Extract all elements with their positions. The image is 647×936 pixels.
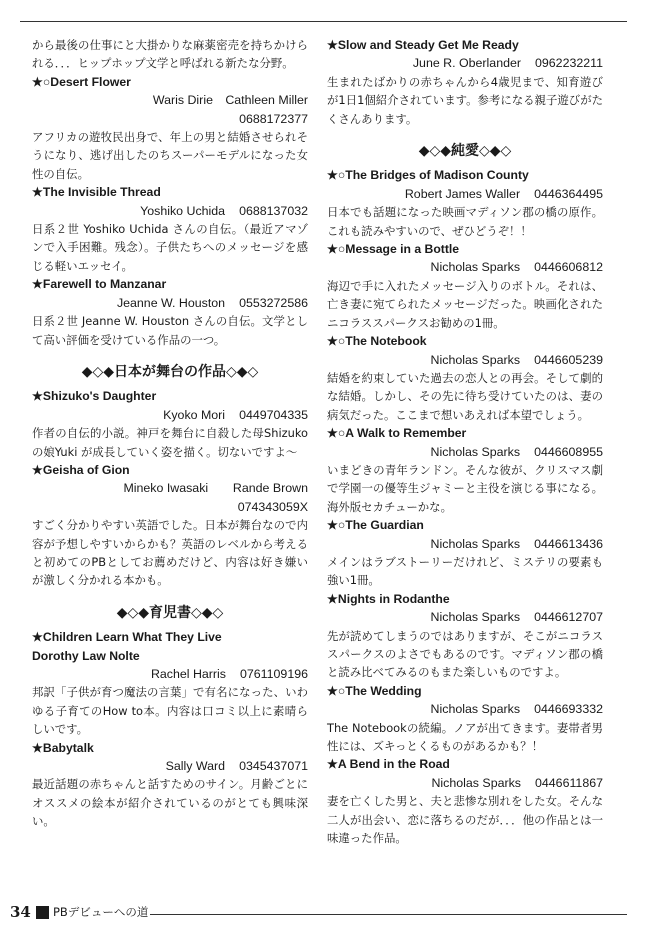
book-author: Nicholas Sparks <box>430 610 521 625</box>
book-entry <box>327 240 603 332</box>
right-column <box>327 36 603 847</box>
book-author: Yoshiko Uchida <box>140 203 226 218</box>
book-title: ★Farewell to Manzanar <box>32 277 167 292</box>
book-entry <box>327 516 603 590</box>
book-isbn: 074343059X <box>237 499 308 514</box>
book-description: 日系２世 Yoshiko Uchida さんの自伝。（最近アマゾンで入手困難。残念）。子供たちへのメッセージを感じる軽いエッセイ。 <box>32 222 308 273</box>
book-isbn: 0446613436 <box>534 536 603 551</box>
book-isbn: 0446605239 <box>534 352 603 367</box>
book-title: ★Children Learn What They Live <box>32 630 222 645</box>
book-meta <box>32 479 308 497</box>
book-entry <box>327 682 603 756</box>
book-isbn: 0553272586 <box>239 295 308 310</box>
book-meta <box>32 757 308 775</box>
book-author: Nicholas Sparks <box>431 775 521 790</box>
book-isbn: 0962232211 <box>535 56 603 71</box>
book-title: ★○A Walk to Remember <box>327 426 467 441</box>
book-entry <box>327 332 603 424</box>
book-title: ★○The Notebook <box>327 334 427 349</box>
book-author: Mineko Iwasaki Rande Brown <box>123 481 308 496</box>
book-entry <box>32 739 308 831</box>
book-title: ★○The Bridges of Madison County <box>327 168 529 183</box>
book-entry <box>32 628 308 738</box>
book-description: すごく分かりやすい英語でした。日本が舞台なので内容が予想しやすいからかも？英語のレベルから考えると初めてのPBとしてお薦めだけど、内容は好き嫌いが激しく分かれる本かも。 <box>32 518 308 588</box>
book-title: ★Shizuko's Daughter <box>32 389 157 404</box>
book-meta <box>32 498 308 516</box>
book-meta <box>32 202 308 220</box>
book-author: Nicholas Sparks <box>430 702 521 717</box>
continued-text: から最後の仕事にと大掛かりな麻薬密売を持ちかけられる．．．ヒップホップ文学と呼ばれる新たな分野。 <box>32 38 308 71</box>
book-meta <box>327 535 603 553</box>
book-isbn: 0345437071 <box>239 759 308 774</box>
page-footer <box>0 901 647 925</box>
book-entry <box>32 387 308 461</box>
book-description: 生まれたばかりの赤ちゃんから4歳児まで、知育遊びが1日1個紹介されています。参考になる親子遊びがたくさんあります。 <box>327 74 603 126</box>
book-meta <box>327 700 603 718</box>
book-description: 結婚を約束していた過去の恋人との再会。そして劇的な結婚。しかし、その先に待ち受けていたのは、妻の病気だった。ここまで想いあえれば本望でしょう。 <box>327 370 603 422</box>
book-entry <box>32 275 308 349</box>
book-entry <box>327 755 603 847</box>
footer-square-icon <box>36 906 49 919</box>
book-author: Robert James Waller <box>404 186 521 201</box>
page-number: 34 <box>10 903 31 921</box>
book-meta <box>327 608 603 626</box>
book-author: Jeanne W. Houston <box>116 295 226 310</box>
book-title: ★Slow and Steady Get Me Ready <box>327 38 519 52</box>
book-isbn: 0688172377 <box>239 111 308 126</box>
book-entry <box>327 590 603 682</box>
book-description: 最近話題の赤ちゃんと話すためのサイン。月齢ごとにオススメの絵本が紹介されているのがとても興味深い。 <box>32 777 308 829</box>
book-meta <box>327 774 603 792</box>
book-author: Kyoko Mori <box>163 407 226 422</box>
book-entry <box>327 36 603 128</box>
book-description: メインはラブストーリーだけれど、ミステリの要素も強い1冊。 <box>327 554 603 588</box>
book-description: The Notebookの続編。ノアが出てきます。妻帯者男性には、ズキっとくるものがあるかも？！ <box>327 720 603 754</box>
book-title: ★Babytalk <box>32 740 94 755</box>
book-isbn: 0688137032 <box>239 203 308 218</box>
book-meta <box>32 406 308 424</box>
book-isbn: 0446611867 <box>535 775 603 790</box>
book-description: 妻を亡くした男と、夫と悲惨な別れをした女。そんな二人が出会い、恋に落ちるのだが．．．他の作品とは一味違った作品。 <box>327 794 603 846</box>
book-description: アフリカの遊牧民出身で、年上の男と結婚させられそうになり、逃げ出したのちスーパーモデルになった女性の自伝。 <box>32 130 308 181</box>
footer-label: PBデビューへの道 <box>53 905 149 919</box>
book-description: 海辺で手に入れたメッセージ入りのボトル。それは、亡き妻に宛てられたメッセージだった。映画化されたニコラススパークスお勧めの1冊。 <box>327 278 603 330</box>
book-author: June R. Oberlander <box>412 56 521 71</box>
book-title: ★A Bend in the Road <box>327 757 450 772</box>
book-title: ★Geisha of Gion <box>32 462 130 477</box>
book-entry <box>32 73 308 183</box>
book-description: 先が読めてしまうのではありますが、そこがニコラススパークスのよさでもあるのです。マディソン郡の橋と読み比べてみるのもまた楽しいものですよ。 <box>327 628 603 680</box>
book-description: いまどきの青年ランドン。そんな彼が、クリスマス劇で学園一の優等生ジャミーと主役を演じる事になる。海外版セカチューかな。 <box>327 462 603 514</box>
book-description: 作者の自伝的小説。神戸を舞台に自殺した母Shizukoの娘Yuki が成長していく姿を描く。切ないですよ〜 <box>32 426 308 459</box>
book-meta <box>327 258 603 276</box>
book-entry <box>32 183 308 275</box>
book-author: Nicholas Sparks <box>430 536 521 551</box>
section-heading: ◆◇◆育児書◇◆◇ <box>116 604 224 621</box>
book-author: Nicholas Sparks <box>430 260 521 275</box>
book-title: ★○The Guardian <box>327 518 424 533</box>
book-isbn: 0761109196 <box>240 667 308 681</box>
book-meta <box>32 91 308 109</box>
book-entry <box>327 166 603 240</box>
book-isbn: 0446606812 <box>534 260 603 275</box>
section-heading: ◆◇◆純愛◇◆◇ <box>418 143 512 160</box>
book-author: Sally Ward <box>165 759 226 774</box>
book-title: ★○The Wedding <box>327 683 422 698</box>
book-meta <box>327 443 603 461</box>
book-author-line: Dorothy Law Nolte <box>32 648 140 663</box>
book-title: ★○Message in a Bottle <box>327 242 460 257</box>
book-title: ★Nights in Rodanthe <box>327 591 450 606</box>
book-meta <box>327 185 603 203</box>
book-entry <box>327 424 603 516</box>
book-author: Nicholas Sparks <box>430 352 521 367</box>
book-isbn: 0446608955 <box>534 444 603 459</box>
book-author: Nicholas Sparks <box>430 444 521 459</box>
book-description: 日系２世 Jeanne W. Houston さんの自伝。文学として高い評価を受けている作品の一つ。 <box>32 314 308 347</box>
footer-rule <box>150 914 627 915</box>
book-description: 日本でも話題になった映画マディソン郡の橋の原作。これも読みやすいので、ぜひどうぞ！！ <box>327 205 603 238</box>
book-isbn: 0446612707 <box>534 610 603 625</box>
book-isbn: 0446693332 <box>534 702 603 717</box>
book-meta <box>32 665 308 683</box>
book-meta <box>327 54 603 72</box>
book-isbn: 0449704335 <box>239 407 308 422</box>
left-column <box>32 36 308 831</box>
book-author: Waris Dirie Cathleen Miller <box>152 93 308 108</box>
book-title: ★○Desert Flower <box>32 74 131 89</box>
book-meta <box>327 351 603 369</box>
book-author: Rachel Harris <box>150 667 226 681</box>
book-entry <box>32 461 308 590</box>
book-description: 邦訳「子供が育つ魔法の言葉」で有名になった、いわゆる子育てのHow to本。内容は口コミ以上に素晴らしいです。 <box>32 685 308 737</box>
top-rule <box>20 21 627 22</box>
book-meta <box>32 294 308 312</box>
book-isbn: 0446364495 <box>534 186 603 201</box>
book-title: ★The Invisible Thread <box>32 185 161 200</box>
section-heading: ◆◇◆日本が舞台の作品◇◆◇ <box>81 363 259 380</box>
book-meta <box>32 110 308 128</box>
